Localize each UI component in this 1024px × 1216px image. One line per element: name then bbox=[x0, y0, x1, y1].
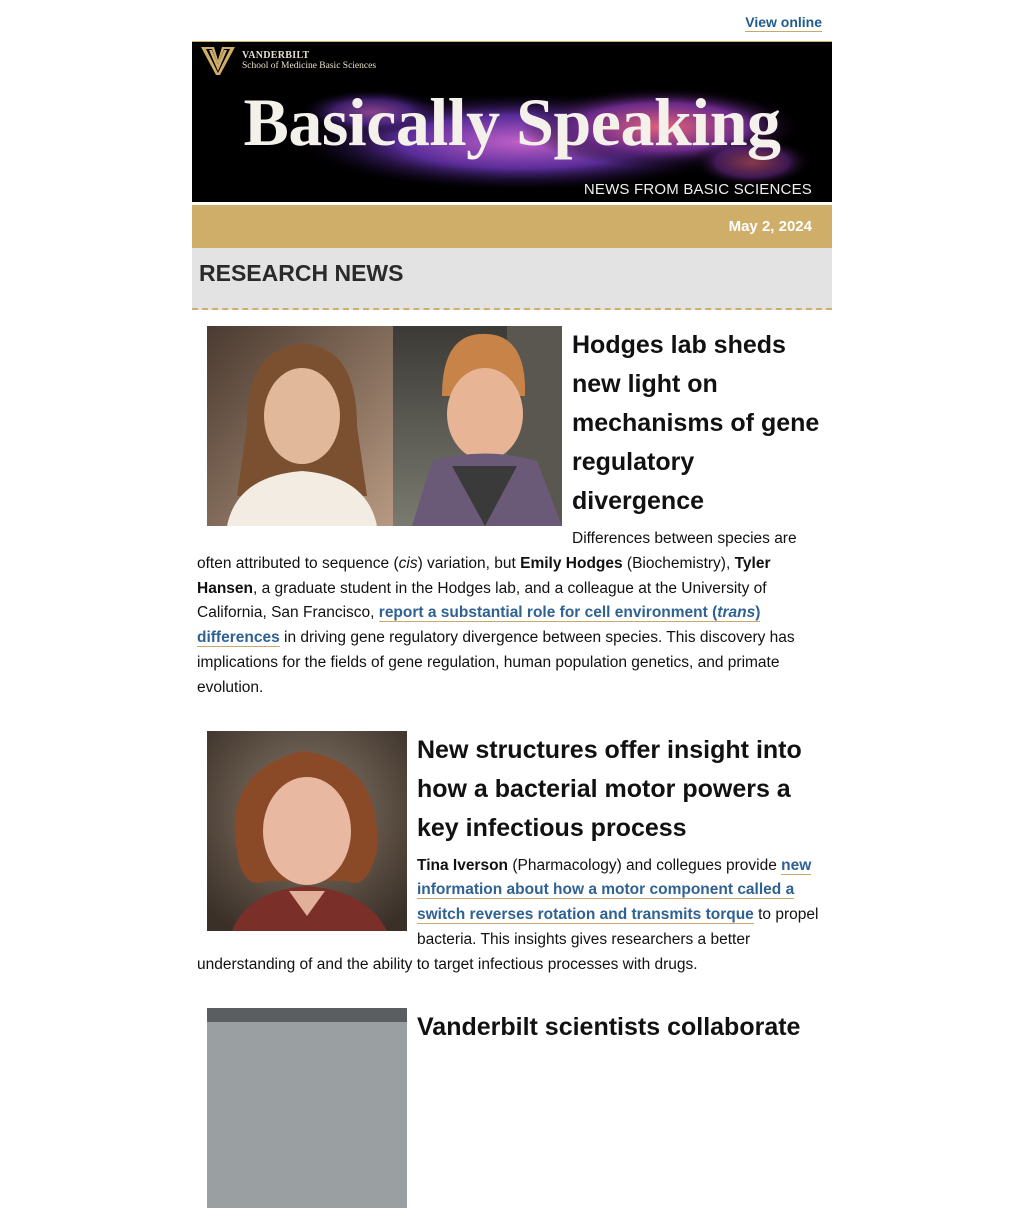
article-hodges bbox=[192, 310, 832, 701]
article-photo-iverson[interactable] bbox=[207, 731, 407, 931]
article-iverson bbox=[192, 701, 832, 978]
article-link[interactable]: report a substantial role for cell environment (trans) differences bbox=[197, 604, 761, 647]
article-photo-hodges-hansen[interactable] bbox=[207, 326, 562, 526]
person-name: Tina Iverson bbox=[417, 856, 509, 874]
newsletter-title: Basically Speaking bbox=[243, 84, 781, 160]
article-body: Differences between species are often attributed to sequence (cis) variation, but Emily Hodges (Biochemistry), Tyler Hansen, a graduate student in the Hodges lab, and a colleague at the University of California, San Francisco, report a substantial role for cell environment (trans) differences in driving gene regulatory divergence between species. This discovery has implications for the fields of gene regulation, human population genetics, and primate evolution. bbox=[197, 530, 797, 696]
person-name: Emily Hodges bbox=[520, 554, 623, 572]
section-title: RESEARCH NEWS bbox=[199, 260, 404, 286]
newsletter-container bbox=[192, 41, 832, 1216]
person-name: Tyler Hansen bbox=[197, 554, 771, 597]
vanderbilt-brand bbox=[200, 46, 376, 76]
brand-name: VANDERBILT bbox=[242, 50, 310, 61]
article-collaborate bbox=[192, 978, 832, 1047]
article-title[interactable]: Vanderbilt scientists collaborate bbox=[417, 1012, 801, 1041]
article-link[interactable]: new information about how a motor component called a switch reverses rotation and transmits torque bbox=[417, 856, 812, 924]
issue-date: May 2, 2024 bbox=[192, 205, 832, 248]
article-photo-collaborate[interactable] bbox=[207, 1008, 407, 1208]
article-title[interactable]: New structures offer insight into how a bacterial motor powers a key infectious process bbox=[417, 735, 802, 842]
view-online-link[interactable]: View online bbox=[745, 14, 822, 30]
article-title[interactable]: Hodges lab sheds new light on mechanisms of gene regulatory divergence bbox=[572, 331, 820, 515]
newsletter-subtitle: NEWS FROM BASIC SCIENCES bbox=[583, 181, 812, 198]
vanderbilt-v-logo-icon bbox=[200, 46, 236, 76]
newsletter-banner[interactable] bbox=[192, 41, 832, 202]
section-header bbox=[192, 248, 832, 310]
article-body: Tina Iverson (Pharmacology) and collegues provide new information about how a motor component called a switch reverses rotation and transmits torque to propel bacteria. This insights gives researchers a better understanding of and the ability to target infectious processes with drugs. bbox=[197, 856, 819, 973]
brand-school: School of Medicine Basic Sciences bbox=[242, 61, 377, 71]
